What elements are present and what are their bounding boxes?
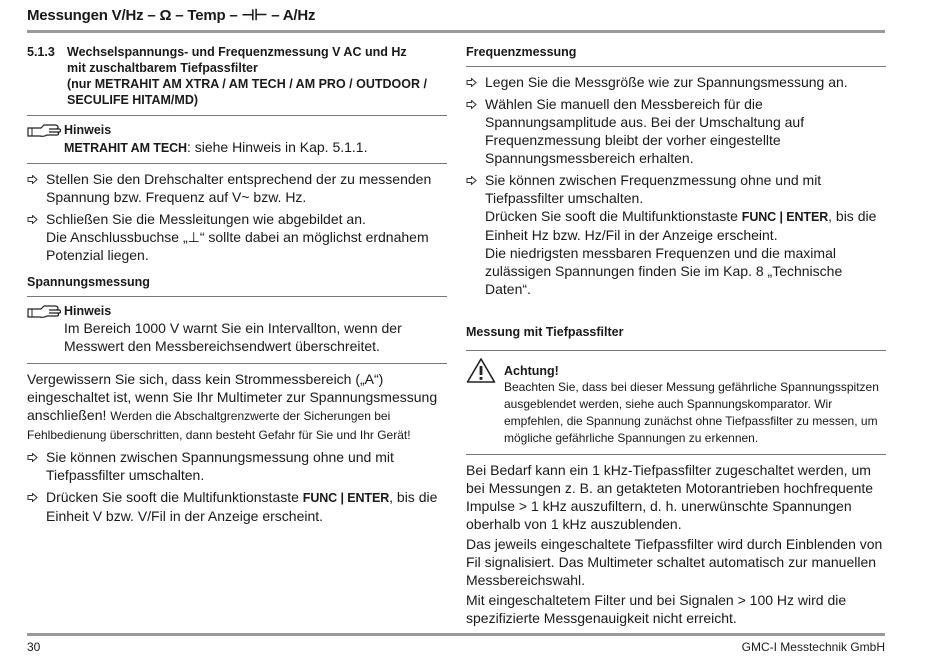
note-label: Hinweis	[64, 123, 112, 137]
section-heading	[27, 44, 447, 108]
list-item	[27, 488, 447, 525]
section-title-line-2: mit zuschaltbarem Tiefpassfilter	[67, 61, 258, 75]
warning-box	[466, 357, 886, 447]
publisher-name: GMC-I Messtechnik GmbH	[741, 640, 885, 654]
arrow-bullet-icon	[466, 171, 485, 189]
divider	[27, 296, 447, 297]
fuse-warning-text: Werden die Abschaltgrenzwerte der Sicherungen bei Fehlbedienung überschritten, dann besteht Gefahr für Sie und Ihr Gerät!	[27, 409, 411, 442]
page-number: 30	[27, 640, 41, 654]
section-title-line-3: (nur METRAHIT AM XTRA / AM TECH / AM PRO / OUTDOOR /	[67, 77, 427, 91]
arrow-bullet-icon	[27, 210, 46, 228]
subheading: Spannungsmessung	[27, 275, 150, 289]
list-item-text: Legen Sie die Messgröße wie zur Spannungsmessung an.	[485, 74, 848, 90]
header-rule	[27, 30, 885, 33]
divider	[27, 163, 447, 164]
subheading: Frequenzmessung	[466, 45, 577, 59]
arrow-bullet-icon	[27, 488, 46, 506]
list-item-text: Stellen Sie den Drehschalter entsprechend der zu messenden Spannung bzw. Frequenz auf V~ bzw. Hz.	[46, 171, 432, 205]
note-text: : siehe Hinweis in Kap. 5.1.1.	[186, 139, 368, 155]
list-item-text: Die Anschlussbuchse „⊥“ sollte dabei an möglichst erdnahem Potenzial liegen.	[46, 229, 429, 263]
list-item	[27, 210, 447, 264]
warning-label: Achtung!	[504, 364, 559, 378]
list-item-text: Wählen Sie manuell den Messbereich für die Spannungsamplitude aus. Bei der Umschaltung auf Frequenzmessung bleibt der vorher eingestellte Spannungsmessbereich erhalten.	[485, 96, 805, 166]
pointing-hand-icon	[27, 122, 64, 140]
list-item-text: Sie können zwischen Frequenzmessung ohne und mit Tiefpassfilter umschalten.	[485, 172, 822, 206]
list-item	[466, 171, 886, 298]
note-box	[27, 122, 447, 157]
note-label: Hinweis	[64, 304, 112, 318]
divider	[27, 363, 447, 364]
product-name: METRAHIT AM TECH	[64, 141, 187, 155]
paragraph: Bei Bedarf kann ein 1 kHz-Tiefpassfilter zugeschaltet werden, um bei Messungen z. B. an getakteten Motorantrieben hochfrequente Impulse > 1 kHz auszufiltern, d. h. unerwünschte Spannungen oberhalb von 1 kHz auszublenden.	[466, 462, 874, 532]
list-item-text: Die niedrigsten messbaren Frequenzen und die maximal zulässigen Spannungen finden Sie im Kap. 8 „Technische Daten“.	[485, 245, 843, 297]
list-item-text: Drücken Sie sooft die Multifunktionstaste	[485, 208, 742, 224]
section-title-line-4: SECULIFE HITAM/MD)	[67, 93, 199, 107]
list-item-text: , bis die Einheit Hz bzw. Hz/Fil in der Anzeige erscheint.	[485, 208, 877, 243]
list-item	[466, 95, 886, 167]
key-name: FUNC | ENTER	[302, 491, 390, 505]
warning-paragraph: Vergewissern Sie sich, dass kein Strommessbereich („A“) eingeschaltet ist, wenn Sie Ihr Multimeter zur Spannungsmessung anschließen!	[27, 371, 438, 423]
arrow-bullet-icon	[27, 448, 46, 466]
right-column	[466, 44, 886, 627]
pointing-hand-icon	[27, 303, 64, 321]
divider	[466, 454, 886, 455]
arrow-bullet-icon	[466, 95, 485, 113]
warning-text: Beachten Sie, dass bei dieser Messung gefährliche Spannungsspitzen ausgeblendet werden, siehe auch Spannungskomparator. Wir empfehlen, die Spannung zunächst ohne Tiefpassfilter zu messen, um mögliche gefährliche Spannungen zu erkennen.	[504, 380, 879, 445]
warning-triangle-icon	[466, 357, 504, 447]
section-number: 5.1.3	[27, 45, 55, 59]
left-column	[27, 44, 447, 525]
list-item	[27, 170, 447, 206]
note-text: Im Bereich 1000 V warnt Sie ein Intervallton, wenn der Messwert den Messbereichsendwert überschreitet.	[64, 320, 402, 354]
list-item	[466, 73, 886, 91]
arrow-bullet-icon	[27, 170, 46, 188]
page-header-title: Messungen V/Hz – Ω – Temp – ⊣⊢ – A/Hz	[27, 7, 316, 24]
divider	[466, 66, 886, 67]
list-item-text: Drücken Sie sooft die Multifunktionstaste	[46, 489, 303, 505]
key-name: FUNC | ENTER	[741, 210, 829, 224]
paragraph: Mit eingeschaltetem Filter und bei Signalen > 100 Hz wird die spezifizierte Messgenauigkeit nicht erreicht.	[466, 592, 847, 626]
arrow-bullet-icon	[466, 73, 485, 91]
paragraph: Das jeweils eingeschaltete Tiefpassfilter wird durch Einblenden von Fil signalisiert. Das Multimeter schaltet automatisch zur manuellen Messbereichswahl.	[466, 536, 883, 588]
list-item-text: Schließen Sie die Messleitungen wie abgebildet an.	[46, 211, 366, 227]
subheading: Messung mit Tiefpassfilter	[466, 325, 624, 339]
footer-rule	[27, 633, 885, 636]
note-box	[27, 303, 447, 355]
divider	[466, 350, 886, 351]
list-item	[27, 448, 447, 484]
divider	[27, 115, 447, 116]
list-item-text: Sie können zwischen Spannungsmessung ohne und mit Tiefpassfilter umschalten.	[46, 449, 394, 483]
list-item-text: , bis die Einheit V bzw. V/Fil in der Anzeige erscheint.	[46, 489, 438, 524]
section-title-line-1: Wechselspannungs- und Frequenzmessung V AC und Hz	[67, 45, 407, 59]
